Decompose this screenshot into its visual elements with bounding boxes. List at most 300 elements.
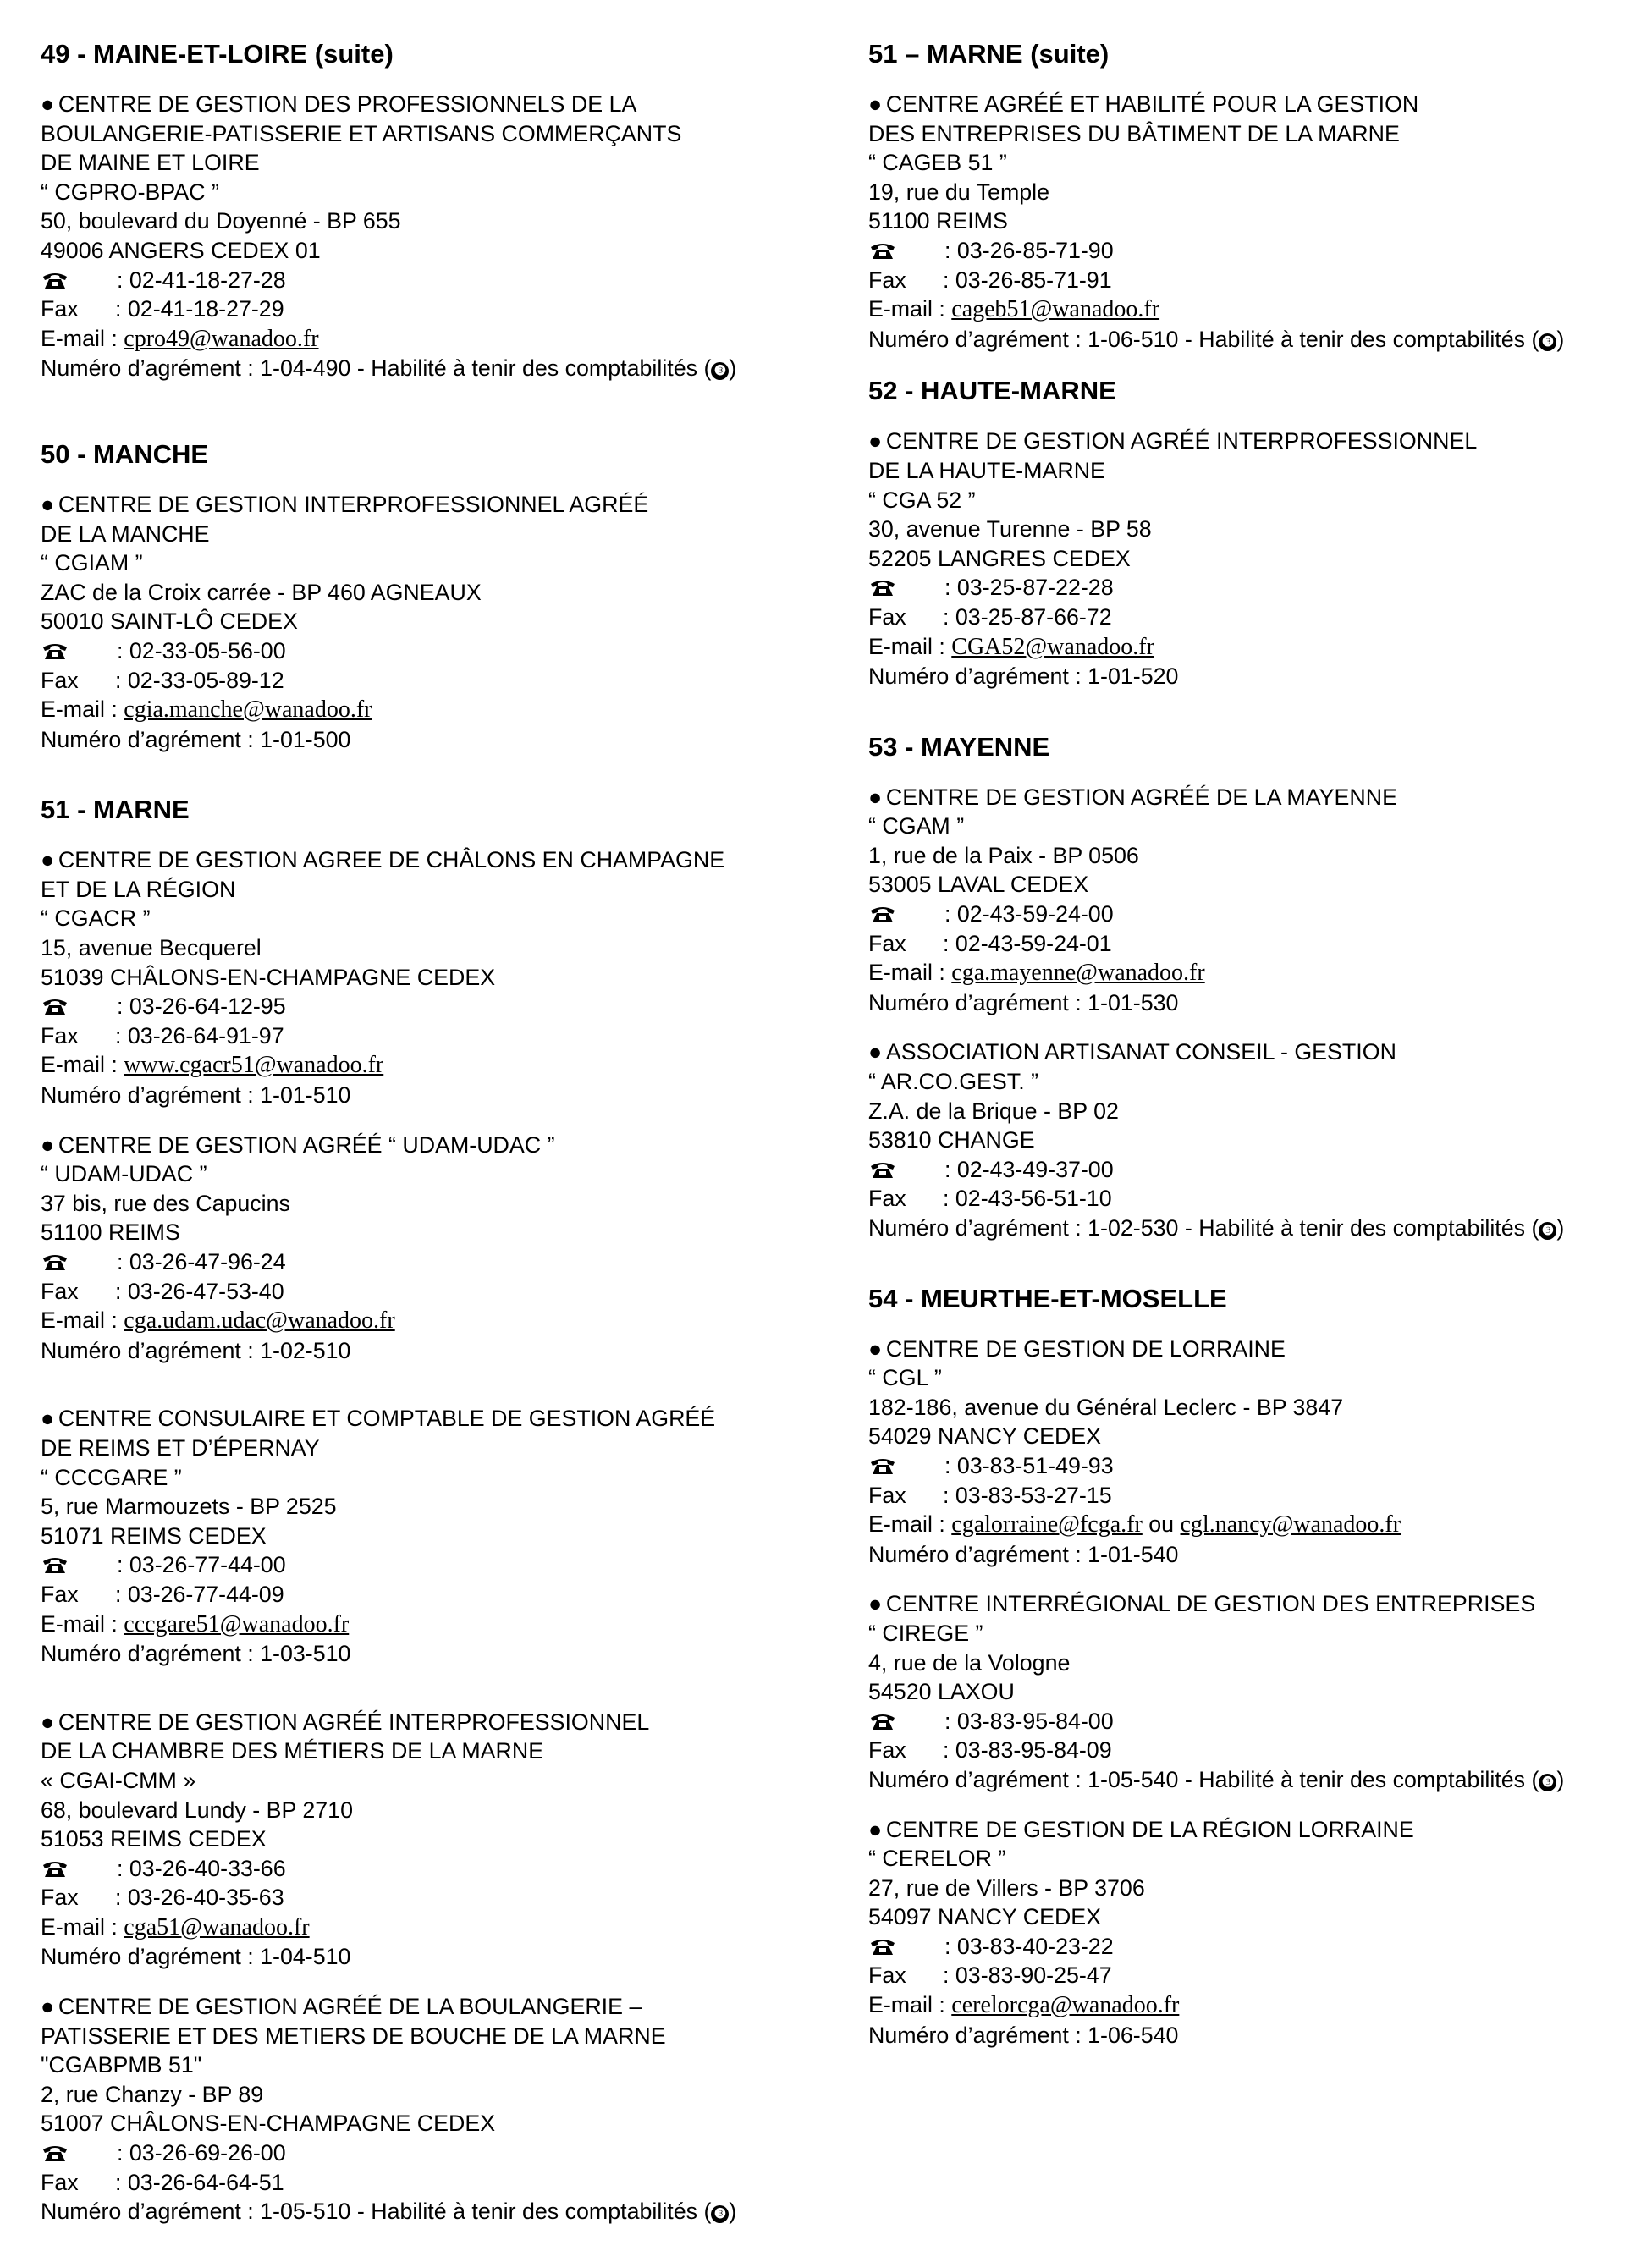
organization-acronym: “ CCCGARE ” xyxy=(41,1464,182,1490)
agrement-number: 1-01-500 xyxy=(260,726,351,752)
organization-name: DE REIMS ET D’ÉPERNAY xyxy=(41,1434,320,1461)
organization-name-line xyxy=(868,90,1647,119)
telephone-label xyxy=(41,1854,117,1884)
fax-line xyxy=(41,2168,853,2198)
organization-name: CENTRE DE GESTION AGREE DE CHÂLONS EN CHAMPAGNE xyxy=(58,847,725,873)
agrement-line xyxy=(41,2197,853,2226)
agrement-number: 1-05-510 xyxy=(260,2199,351,2225)
telephone-label xyxy=(868,1932,944,1962)
telephone-icon xyxy=(870,578,895,597)
bullet-icon: ● xyxy=(868,1335,883,1362)
organization-acronym: “ CGACR ” xyxy=(41,905,151,932)
address-line: 54520 LAXOU xyxy=(868,1679,1015,1705)
telephone-number: : 03-83-40-23-22 xyxy=(944,1933,1114,1959)
email-line xyxy=(868,1510,1647,1540)
email-link[interactable]: cgia.manche@wanadoo.fr xyxy=(124,696,372,724)
fax-number: : 03-26-40-35-63 xyxy=(115,1885,284,1911)
agrement-line xyxy=(868,1765,1647,1795)
address-line: 51100 REIMS xyxy=(868,208,1008,234)
organization-name-line xyxy=(868,783,1647,812)
email-label: E-mail : xyxy=(868,960,952,986)
email-link[interactable]: cgalorraine@fcga.fr xyxy=(951,1511,1143,1538)
circled-three-icon: ❸ xyxy=(1539,1774,1556,1791)
organization-name: CENTRE CONSULAIRE ET COMPTABLE DE GESTION AGRÉÉ xyxy=(58,1406,716,1432)
organization-acronym: “ UDAM-UDAC ” xyxy=(41,1161,207,1187)
organization-name: CENTRE DE GESTION AGRÉÉ DE LA BOULANGERIE – xyxy=(58,1994,642,2020)
bullet-icon: ● xyxy=(868,784,883,810)
email-label: E-mail : xyxy=(41,325,124,351)
fax-line xyxy=(41,294,853,324)
bullet-icon: ● xyxy=(41,1131,55,1158)
organization-name-line xyxy=(868,427,1647,456)
telephone-icon xyxy=(42,1859,68,1878)
agrement-line xyxy=(868,1214,1647,1243)
email-line xyxy=(868,632,1647,663)
organization-entry xyxy=(868,90,1647,354)
organization-name: CENTRE AGRÉÉ ET HABILITÉ POUR LA GESTION xyxy=(885,91,1419,117)
bullet-icon: ● xyxy=(41,491,55,517)
agrement-number: 1-01-510 xyxy=(260,1082,351,1109)
agrement-line xyxy=(41,354,853,383)
circled-three-icon: ❸ xyxy=(1539,1222,1556,1240)
email-label: E-mail : xyxy=(868,633,952,659)
email-separator: ou xyxy=(1142,1511,1181,1538)
telephone-number: : 03-26-64-12-95 xyxy=(117,993,286,1020)
telephone-line xyxy=(868,1451,1647,1481)
organization-entry xyxy=(868,1037,1647,1242)
address-line: 50, boulevard du Doyenné - BP 655 xyxy=(41,208,401,234)
circled-three-icon: ❸ xyxy=(711,2205,729,2223)
telephone-number: : 02-33-05-56-00 xyxy=(117,637,286,663)
fax-number: : 03-83-95-84-09 xyxy=(943,1737,1112,1764)
telephone-line xyxy=(41,636,853,666)
fax-number: : 03-26-64-64-51 xyxy=(115,2169,284,2195)
organization-acronym: “ CGPRO-BPAC ” xyxy=(41,179,219,205)
organization-entry xyxy=(868,1589,1647,1794)
telephone-icon xyxy=(42,997,68,1015)
address-line: Z.A. de la Brique - BP 02 xyxy=(868,1098,1119,1124)
agrement-line xyxy=(41,725,853,755)
agrement-line xyxy=(868,2021,1647,2050)
telephone-number: : 02-41-18-27-28 xyxy=(117,267,286,293)
agrement-label: Numéro d’agrément : xyxy=(41,1082,261,1109)
address-line: 54097 NANCY CEDEX xyxy=(868,1904,1102,1930)
fax-number: : 03-26-47-53-40 xyxy=(115,1278,284,1304)
organization-name: ASSOCIATION ARTISANAT CONSEIL - GESTION xyxy=(885,1039,1396,1065)
telephone-icon xyxy=(870,241,895,260)
agrement-number: 1-04-490 xyxy=(260,355,351,382)
agrement-label: Numéro d’agrément : xyxy=(868,1215,1088,1241)
bullet-icon: ● xyxy=(868,1591,883,1617)
bullet-icon: ● xyxy=(41,1406,55,1432)
email-link[interactable]: cpro49@wanadoo.fr xyxy=(124,325,319,352)
organization-entry xyxy=(41,1131,853,1366)
habilite-text: - Habilité à tenir des comptabilités ( xyxy=(1178,326,1539,352)
telephone-label xyxy=(41,1550,117,1580)
telephone-number: : 03-26-40-33-66 xyxy=(117,1855,286,1881)
address-line: 27, rue de Villers - BP 3706 xyxy=(868,1874,1145,1901)
telephone-line xyxy=(868,573,1647,603)
email-link[interactable]: cga51@wanadoo.fr xyxy=(124,1913,310,1940)
fax-label: Fax xyxy=(41,1885,79,1911)
fax-label: Fax xyxy=(41,1278,79,1304)
organization-name: ET DE LA RÉGION xyxy=(41,876,236,902)
fax-label: Fax xyxy=(41,296,79,322)
fax-line xyxy=(868,1961,1647,1990)
fax-number: : 02-41-18-27-29 xyxy=(115,296,284,322)
fax-line xyxy=(868,1481,1647,1511)
agrement-label: Numéro d’agrément : xyxy=(41,2199,261,2225)
address-line: 49006 ANGERS CEDEX 01 xyxy=(41,237,321,263)
agrement-label: Numéro d’agrément : xyxy=(41,355,261,382)
habilite-close: ) xyxy=(1556,1215,1565,1241)
telephone-label xyxy=(868,900,944,929)
agrement-label: Numéro d’agrément : xyxy=(868,989,1088,1015)
address-line: 53810 CHANGE xyxy=(868,1127,1035,1153)
organization-name-line xyxy=(41,90,853,119)
department-heading: 54 - MEURTHE-ET-MOSELLE xyxy=(868,1283,1227,1313)
address-line: 30, avenue Turenne - BP 58 xyxy=(868,516,1152,542)
agrement-number: 1-02-530 xyxy=(1088,1215,1179,1241)
agrement-number: 1-05-540 xyxy=(1088,1766,1179,1792)
organization-name-line xyxy=(41,1736,853,1766)
agrement-label: Numéro d’agrément : xyxy=(41,1337,261,1363)
organization-name: DES ENTREPRISES DU BÂTIMENT DE LA MARNE xyxy=(868,120,1400,146)
organization-entry xyxy=(41,1708,853,1972)
bullet-icon: ● xyxy=(868,91,883,117)
telephone-label xyxy=(868,1155,944,1185)
address-line: 51053 REIMS CEDEX xyxy=(41,1826,267,1852)
email-line xyxy=(868,1990,1647,2021)
organization-name: PATISSERIE ET DES METIERS DE BOUCHE DE LA MARNE xyxy=(41,2023,666,2049)
organization-name-line xyxy=(41,1131,853,1160)
agrement-line xyxy=(41,1081,853,1110)
telephone-label xyxy=(41,636,117,666)
address-line: 37 bis, rue des Capucins xyxy=(41,1190,290,1216)
address-line: 182-186, avenue du Général Leclerc - BP 3847 xyxy=(868,1394,1344,1420)
fax-label: Fax xyxy=(868,1186,906,1212)
organization-acronym: “ CGIAM ” xyxy=(41,550,143,576)
habilite-text: - Habilité à tenir des comptabilités ( xyxy=(350,355,712,382)
department-heading: 52 - HAUTE-MARNE xyxy=(868,376,1116,406)
circled-three-icon: ❸ xyxy=(1539,333,1556,351)
telephone-icon xyxy=(42,1252,68,1271)
agrement-number: 1-06-510 xyxy=(1088,326,1179,352)
organization-acronym: “ CERELOR ” xyxy=(868,1846,1006,1872)
agrement-line xyxy=(868,1540,1647,1570)
organization-entry xyxy=(41,490,853,754)
right-column xyxy=(868,37,1647,2070)
organization-name: DE MAINE ET LOIRE xyxy=(41,150,260,176)
agrement-number: 1-06-540 xyxy=(1088,2022,1179,2048)
habilite-text: - Habilité à tenir des comptabilités ( xyxy=(1178,1766,1539,1792)
email-line xyxy=(868,958,1647,988)
telephone-line xyxy=(868,1155,1647,1185)
fax-line xyxy=(41,1883,853,1913)
telephone-icon xyxy=(42,271,68,289)
agrement-line xyxy=(41,1639,853,1669)
telephone-number: : 03-26-69-26-00 xyxy=(117,2140,286,2166)
agrement-label: Numéro d’agrément : xyxy=(868,1766,1088,1792)
email-line xyxy=(41,1050,853,1081)
address-line: 19, rue du Temple xyxy=(868,179,1050,205)
telephone-line xyxy=(41,2138,853,2168)
agrement-number: 1-02-510 xyxy=(260,1337,351,1363)
telephone-label xyxy=(41,992,117,1021)
bullet-icon: ● xyxy=(41,1709,55,1735)
agrement-label: Numéro d’agrément : xyxy=(868,326,1088,352)
agrement-line xyxy=(868,325,1647,355)
telephone-icon xyxy=(870,1937,895,1956)
fax-label: Fax xyxy=(868,1962,906,1989)
agrement-label: Numéro d’agrément : xyxy=(868,1541,1088,1567)
email-link[interactable]: CGA52@wanadoo.fr xyxy=(951,633,1154,660)
email-link[interactable]: cageb51@wanadoo.fr xyxy=(951,296,1160,323)
telephone-icon xyxy=(870,1160,895,1179)
telephone-label xyxy=(41,2138,117,2168)
organization-name: CENTRE DE GESTION AGRÉÉ INTERPROFESSIONNEL xyxy=(58,1709,650,1735)
telephone-label xyxy=(868,236,944,266)
telephone-label xyxy=(41,1247,117,1277)
fax-number: : 03-26-77-44-09 xyxy=(115,1581,284,1607)
address-line: 54029 NANCY CEDEX xyxy=(868,1423,1102,1450)
fax-label: Fax xyxy=(41,2169,79,2195)
address-line: 52205 LANGRES CEDEX xyxy=(868,545,1131,571)
organization-name-line xyxy=(41,1404,853,1434)
telephone-icon xyxy=(42,641,68,660)
telephone-number: : 02-43-59-24-00 xyxy=(944,901,1114,927)
organization-name-line xyxy=(868,119,1647,149)
email-line xyxy=(868,294,1647,325)
organization-name-line xyxy=(41,875,853,905)
address-line: 68, boulevard Lundy - BP 2710 xyxy=(41,1797,353,1823)
organization-name-line xyxy=(41,490,853,520)
organization-name: CENTRE DE GESTION DE LORRAINE xyxy=(885,1335,1286,1362)
telephone-label xyxy=(868,573,944,603)
habilite-close: ) xyxy=(1556,1766,1565,1792)
address-line: ZAC de la Croix carrée - BP 460 AGNEAUX xyxy=(41,579,482,605)
fax-line xyxy=(868,1736,1647,1765)
fax-line xyxy=(868,603,1647,632)
department-heading: 49 - MAINE-ET-LOIRE (suite) xyxy=(41,39,394,69)
email-label: E-mail : xyxy=(41,1610,124,1637)
organization-name-line xyxy=(41,2022,853,2051)
telephone-number: : 03-83-95-84-00 xyxy=(944,1708,1114,1734)
fax-label: Fax xyxy=(41,1022,79,1048)
organization-name: CENTRE DE GESTION INTERPROFESSIONNEL AGRÉÉ xyxy=(58,491,649,517)
telephone-number: : 02-43-49-37-00 xyxy=(944,1156,1114,1182)
organization-entry xyxy=(41,1404,853,1668)
fax-number: : 03-83-90-25-47 xyxy=(943,1962,1112,1989)
organization-acronym: « CGAI-CMM » xyxy=(41,1767,196,1793)
telephone-line xyxy=(41,1854,853,1884)
fax-label: Fax xyxy=(868,1482,906,1508)
telephone-icon xyxy=(870,1712,895,1731)
organization-entry xyxy=(41,1992,853,2226)
department-heading: 51 – MARNE (suite) xyxy=(868,39,1110,69)
email-label: E-mail : xyxy=(41,696,124,723)
telephone-line xyxy=(868,236,1647,266)
agrement-number: 1-03-510 xyxy=(260,1641,351,1667)
organization-entry xyxy=(41,90,853,383)
fax-line xyxy=(41,1277,853,1307)
organization-name: CENTRE DE GESTION AGRÉÉ “ UDAM-UDAC ” xyxy=(58,1131,555,1158)
address-line: 50010 SAINT-LÔ CEDEX xyxy=(41,608,298,635)
fax-line xyxy=(868,266,1647,295)
email-link[interactable]: www.cgacr51@wanadoo.fr xyxy=(124,1052,384,1079)
agrement-number: 1-01-540 xyxy=(1088,1541,1179,1567)
agrement-label: Numéro d’agrément : xyxy=(41,726,261,752)
telephone-line xyxy=(41,1550,853,1580)
fax-number: : 03-26-64-91-97 xyxy=(115,1022,284,1048)
organization-acronym: “ CAGEB 51 ” xyxy=(868,150,1007,176)
habilite-text: - Habilité à tenir des comptabilités ( xyxy=(350,2199,712,2225)
telephone-icon xyxy=(42,1555,68,1574)
organization-name: DE LA HAUTE-MARNE xyxy=(868,457,1105,483)
address-line: 51071 REIMS CEDEX xyxy=(41,1522,267,1549)
organization-name-line xyxy=(868,1815,1647,1845)
telephone-number: : 03-26-47-96-24 xyxy=(117,1249,286,1274)
fax-number: : 02-33-05-89-12 xyxy=(115,667,284,693)
telephone-number: : 03-26-85-71-90 xyxy=(944,237,1114,263)
organization-name-line xyxy=(41,1434,853,1463)
email-link[interactable]: cerelorcga@wanadoo.fr xyxy=(951,1992,1180,2019)
address-line: 53005 LAVAL CEDEX xyxy=(868,872,1089,898)
agrement-line xyxy=(41,1336,853,1366)
telephone-number: : 03-25-87-22-28 xyxy=(944,575,1114,601)
email-link-secondary[interactable]: cgl.nancy@wanadoo.fr xyxy=(1180,1511,1401,1538)
fax-line xyxy=(41,666,853,696)
fax-number: : 02-43-59-24-01 xyxy=(943,930,1112,956)
organization-name-line xyxy=(41,1708,853,1737)
telephone-label xyxy=(868,1451,944,1481)
fax-label: Fax xyxy=(868,603,906,630)
email-label: E-mail : xyxy=(868,1511,952,1538)
organization-entry xyxy=(868,783,1647,1018)
telephone-number: : 03-83-51-49-93 xyxy=(944,1452,1114,1478)
organization-name-line xyxy=(868,1335,1647,1364)
organization-acronym: “ CGAM ” xyxy=(868,813,965,839)
telephone-icon xyxy=(42,2144,68,2162)
fax-number: : 02-43-56-51-10 xyxy=(943,1186,1112,1212)
organization-name-line xyxy=(41,119,853,149)
email-link[interactable]: cga.mayenne@wanadoo.fr xyxy=(951,960,1205,987)
email-line xyxy=(41,695,853,725)
telephone-number: : 03-26-77-44-00 xyxy=(117,1552,286,1578)
agrement-number: 1-04-510 xyxy=(260,1944,351,1970)
address-line: 51039 CHÂLONS-EN-CHAMPAGNE CEDEX xyxy=(41,964,496,990)
telephone-icon xyxy=(870,1456,895,1475)
fax-label: Fax xyxy=(41,1581,79,1607)
address-line: 4, rue de la Vologne xyxy=(868,1649,1071,1676)
organization-name-line xyxy=(868,456,1647,486)
agrement-line xyxy=(41,1942,853,1972)
fax-line xyxy=(41,1580,853,1610)
email-label: E-mail : xyxy=(868,296,952,322)
email-line xyxy=(41,1913,853,1943)
address-line: 1, rue de la Paix - BP 0506 xyxy=(868,842,1139,868)
fax-label: Fax xyxy=(868,1737,906,1764)
organization-name: CENTRE DE GESTION DES PROFESSIONNELS DE LA xyxy=(58,91,637,117)
agrement-label: Numéro d’agrément : xyxy=(868,663,1088,690)
habilite-close: ) xyxy=(729,355,737,382)
organization-acronym: "CGABPMB 51" xyxy=(41,2052,202,2078)
fax-label: Fax xyxy=(868,930,906,956)
email-line xyxy=(41,324,853,355)
bullet-icon: ● xyxy=(41,1994,55,2020)
telephone-line xyxy=(41,266,853,295)
department-heading: 51 - MARNE xyxy=(41,795,190,825)
organization-entry xyxy=(868,1815,1647,2050)
agrement-number: 1-01-530 xyxy=(1088,989,1179,1015)
email-line xyxy=(41,1306,853,1336)
agrement-line xyxy=(868,988,1647,1018)
email-link[interactable]: cga.udam.udac@wanadoo.fr xyxy=(124,1307,395,1335)
organization-acronym: “ AR.CO.GEST. ” xyxy=(868,1069,1039,1095)
organization-name-line xyxy=(868,1589,1647,1619)
address-line: 51100 REIMS xyxy=(41,1219,180,1246)
address-line: 2, rue Chanzy - BP 89 xyxy=(41,2081,264,2107)
telephone-label xyxy=(41,266,117,295)
organization-name: CENTRE DE GESTION AGRÉÉ INTERPROFESSIONNEL xyxy=(885,428,1478,454)
telephone-line xyxy=(868,900,1647,929)
address-line: 51007 CHÂLONS-EN-CHAMPAGNE CEDEX xyxy=(41,2111,496,2137)
organization-acronym: “ CGL ” xyxy=(868,1365,942,1391)
email-label: E-mail : xyxy=(41,1052,124,1078)
telephone-line xyxy=(868,1707,1647,1736)
left-column xyxy=(41,37,853,2247)
email-label: E-mail : xyxy=(41,1307,124,1334)
organization-name: DE LA MANCHE xyxy=(41,520,210,547)
address-line: 5, rue Marmouzets - BP 2525 xyxy=(41,1494,337,1520)
organization-entry xyxy=(868,427,1647,691)
fax-label: Fax xyxy=(41,667,79,693)
organization-name: BOULANGERIE-PATISSERIE ET ARTISANS COMMERÇANTS xyxy=(41,120,682,146)
bullet-icon: ● xyxy=(868,428,883,454)
telephone-line xyxy=(41,1247,853,1277)
bullet-icon: ● xyxy=(41,847,55,873)
organization-name: CENTRE DE GESTION DE LA RÉGION LORRAINE xyxy=(885,1816,1414,1842)
email-label: E-mail : xyxy=(41,1913,124,1940)
habilite-close: ) xyxy=(729,2199,737,2225)
agrement-label: Numéro d’agrément : xyxy=(41,1641,261,1667)
email-line xyxy=(41,1610,853,1640)
fax-line xyxy=(868,1184,1647,1214)
fax-number: : 03-26-85-71-91 xyxy=(943,267,1112,293)
fax-line xyxy=(868,929,1647,959)
department-heading: 50 - MANCHE xyxy=(41,438,209,469)
organization-name-line xyxy=(41,845,853,875)
organization-entry xyxy=(868,1335,1647,1570)
habilite-close: ) xyxy=(1556,326,1565,352)
agrement-line xyxy=(868,662,1647,691)
email-label: E-mail : xyxy=(868,1992,952,2018)
agrement-label: Numéro d’agrément : xyxy=(868,2022,1088,2048)
fax-number: : 03-83-53-27-15 xyxy=(943,1482,1112,1508)
telephone-label xyxy=(868,1707,944,1736)
agrement-label: Numéro d’agrément : xyxy=(41,1944,261,1970)
bullet-icon: ● xyxy=(41,91,55,117)
department-heading: 53 - MAYENNE xyxy=(868,731,1050,762)
telephone-icon xyxy=(870,905,895,923)
bullet-icon: ● xyxy=(868,1816,883,1842)
telephone-line xyxy=(868,1932,1647,1962)
fax-label: Fax xyxy=(868,267,906,293)
organization-acronym: “ CGA 52 ” xyxy=(868,487,976,513)
telephone-line xyxy=(41,992,853,1021)
email-link[interactable]: cccgare51@wanadoo.fr xyxy=(124,1610,350,1637)
organization-entry xyxy=(41,845,853,1109)
